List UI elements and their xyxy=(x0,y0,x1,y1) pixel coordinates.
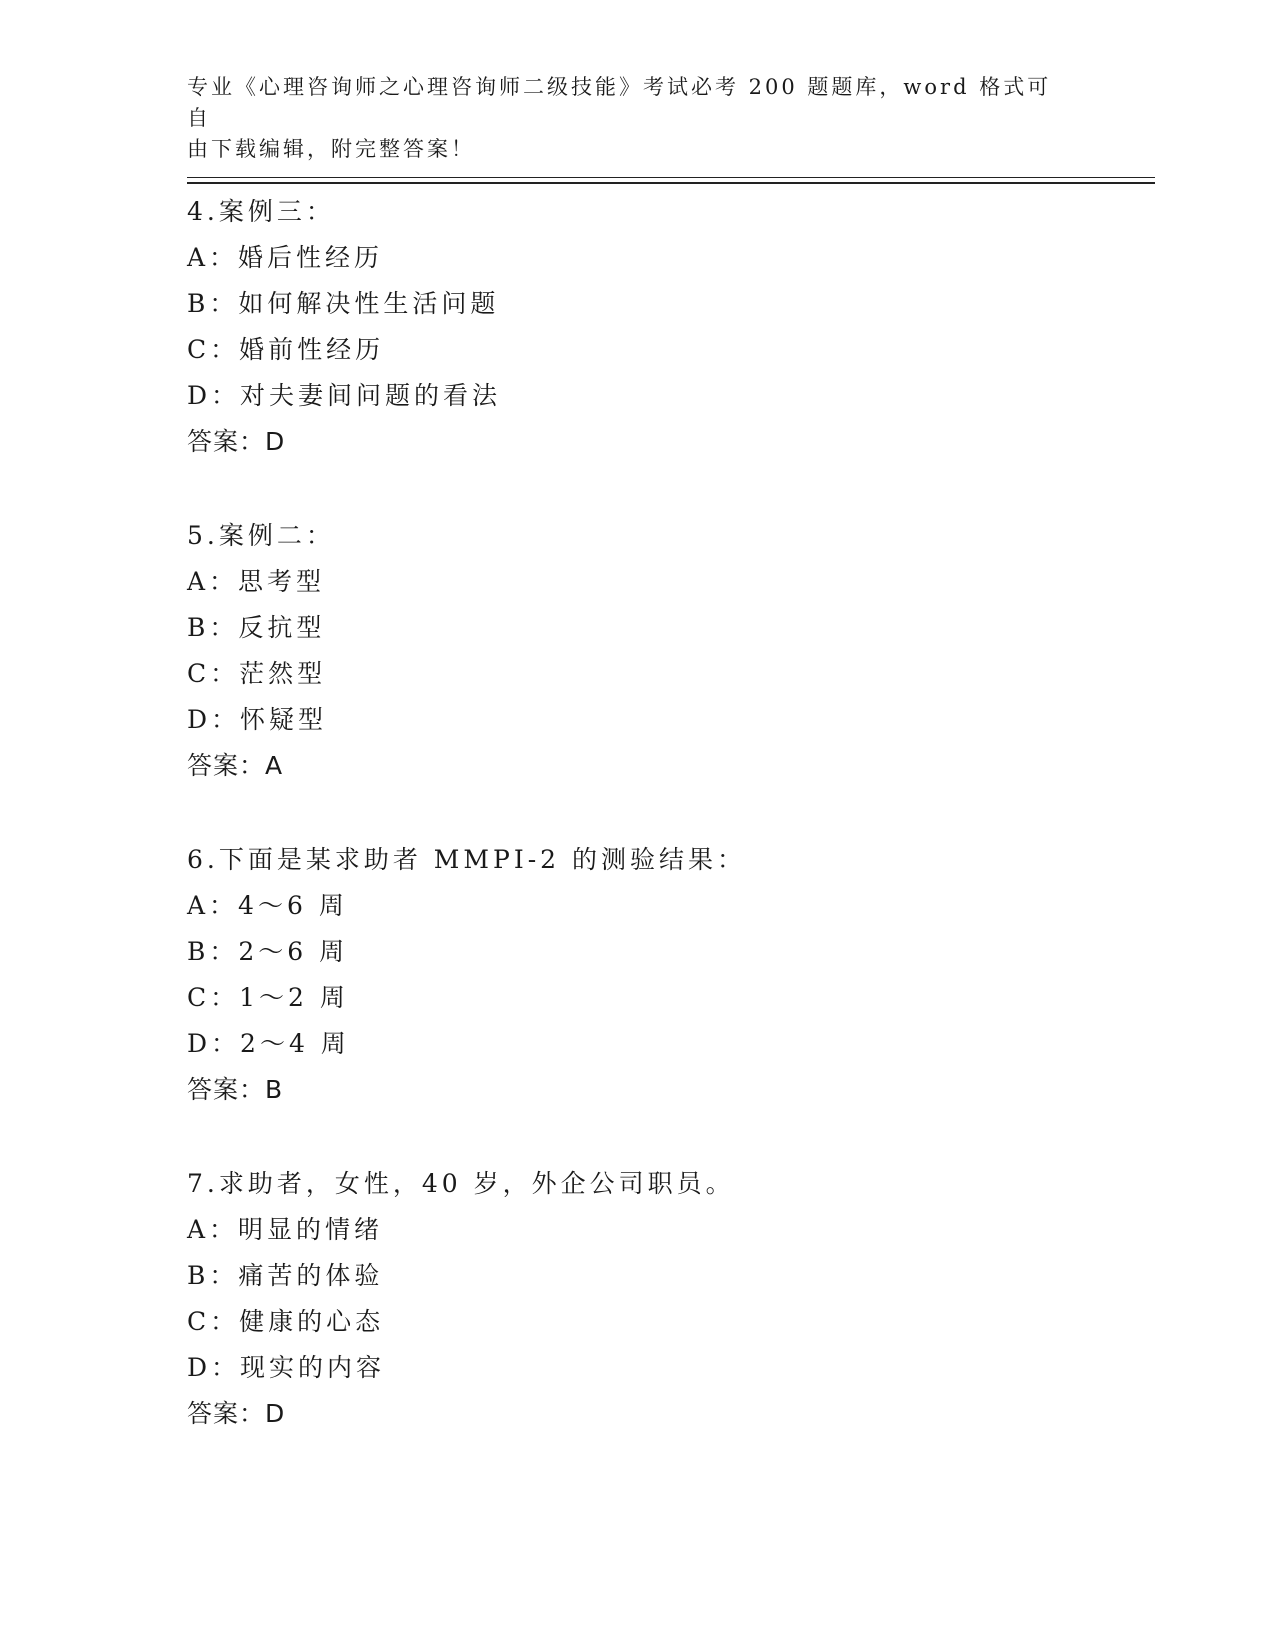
option-a: A：思考型 xyxy=(187,567,326,596)
option-c: C：健康的心态 xyxy=(187,1307,385,1336)
answer-line: 答案：B xyxy=(187,1075,284,1104)
option-d: D：现实的内容 xyxy=(187,1353,386,1382)
option-d: D：对夫妻间问题的看法 xyxy=(187,381,502,410)
question-stem: 7.求助者，女性，40 岁，外企公司职员。 xyxy=(187,1169,735,1198)
answer-line: 答案：D xyxy=(187,427,286,456)
question-stem: 5.案例二： xyxy=(187,521,335,550)
question-item xyxy=(187,513,1147,789)
option-d: D：怀疑型 xyxy=(187,705,328,734)
header-divider-thin xyxy=(187,177,1155,178)
option-c: C：茫然型 xyxy=(187,659,327,688)
option-b: B：如何解决性生活问题 xyxy=(187,289,500,318)
header-line-1: 专业《心理咨询师之心理咨询师二级技能》考试必考 200 题题库，word 格式可自 xyxy=(187,75,1052,130)
question-stem: 4.案例三： xyxy=(187,197,335,226)
option-c: C：婚前性经历 xyxy=(187,335,385,364)
question-item xyxy=(187,189,1147,465)
question-stem: 6.下面是某求助者 MMPI-2 的测验结果： xyxy=(187,845,746,874)
document-header xyxy=(187,72,1067,165)
option-b: B：2～6 周 xyxy=(187,937,349,966)
option-b: B：痛苦的体验 xyxy=(187,1261,384,1290)
header-divider-thick xyxy=(187,182,1155,184)
option-a: A：4～6 周 xyxy=(187,891,348,920)
question-item xyxy=(187,1161,1147,1437)
option-d: D：2～4 周 xyxy=(187,1029,350,1058)
answer-line: 答案：D xyxy=(187,1399,286,1428)
option-b: B：反抗型 xyxy=(187,613,326,642)
question-list xyxy=(187,189,1147,1485)
question-item xyxy=(187,837,1147,1113)
option-c: C：1～2 周 xyxy=(187,983,349,1012)
header-line-2: 由下载编辑，附完整答案！ xyxy=(187,137,475,161)
answer-line: 答案：A xyxy=(187,751,284,780)
option-a: A：婚后性经历 xyxy=(187,243,384,272)
option-a: A：明显的情绪 xyxy=(187,1215,384,1244)
